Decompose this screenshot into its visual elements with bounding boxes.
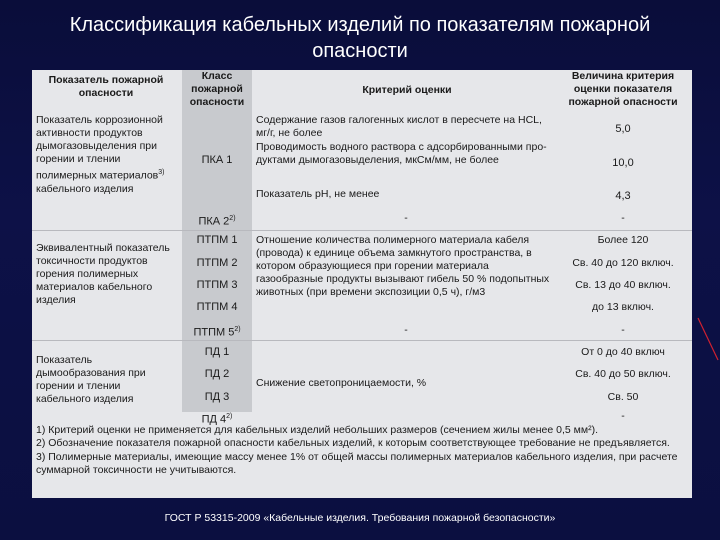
footnote-2: 2) Обозначение показателя пожарной опасности кабельных изделий, к которым соответствующее требование не предъявляется. bbox=[36, 437, 670, 450]
footnote-1: 1) Критерий оценки не применяется для кабельных изделий небольших размеров (сечением жилы менее 0,5 мм²). bbox=[36, 424, 599, 436]
header-value: Величина критерия оценки показателя пожарной опасности bbox=[568, 70, 678, 108]
page-title bbox=[40, 12, 680, 64]
class-ptpm1: ПТПМ 1 bbox=[196, 234, 238, 246]
class-pka2-footnote: 2) bbox=[229, 215, 236, 222]
group1-indicator-text: Показатель коррозионной активности продуктов дымогазовыделения при горении и тлении полимерных материалов bbox=[36, 114, 163, 182]
value-pd4-dash: - bbox=[621, 410, 625, 422]
criteria-ph: Показатель рН, не менее bbox=[256, 188, 380, 200]
class-pd4-text: ПД 4 bbox=[201, 413, 227, 426]
class-ptpm3: ПТПМ 3 bbox=[196, 279, 238, 291]
value-conductivity: 10,0 bbox=[612, 157, 634, 169]
value-ptpm5-dash: - bbox=[621, 324, 625, 336]
footnotes bbox=[36, 424, 688, 477]
value-pka2-dash: - bbox=[621, 212, 625, 224]
footnote-3: 3) Полимерные материалы, имеющие массу менее 1% от общей массы полимерных материалов кабельного изделия, при расчете суммарной токсичности не учитываются. bbox=[36, 450, 678, 476]
group1-indicator-tail: кабельного изделия bbox=[36, 182, 134, 195]
header-criteria: Критерий оценки bbox=[362, 84, 452, 96]
header-class: Класс пожарной опасности bbox=[189, 70, 245, 108]
class-pd3: ПД 3 bbox=[204, 391, 230, 403]
value-ptpm2: Св. 40 до 120 включ. bbox=[572, 257, 674, 269]
class-pd4-footnote: 2) bbox=[226, 413, 233, 420]
value-ptpm4: до 13 включ. bbox=[592, 301, 654, 313]
criteria-pka2-dash: - bbox=[404, 212, 408, 224]
class-ptpm5-text: ПТПМ 5 bbox=[193, 326, 235, 339]
criteria-smoke: Снижение светопроницаемости, % bbox=[256, 377, 427, 389]
class-pka2-text: ПКА 2 bbox=[198, 215, 230, 228]
criteria-toxicity: Отношение количества полимерного материала кабеля (провода) к единице объема замкнутого пространства, в котором образующиеся при горении материала газообразные продукты вызывают гибель 50 % подопытных животных (при времени экспозиции 0,5 ч), г/м3 bbox=[256, 234, 550, 298]
accent-line-decoration bbox=[696, 316, 720, 366]
class-pka2 bbox=[182, 212, 252, 229]
value-pd2: Св. 40 до 50 включ. bbox=[575, 368, 671, 380]
value-ph: 4,3 bbox=[615, 190, 631, 202]
value-halogen: 5,0 bbox=[615, 123, 631, 135]
title-line-2: опасности bbox=[312, 40, 408, 62]
group3-indicator: Показатель дымообразования при горении и тлении кабельного изделия bbox=[36, 354, 146, 405]
classification-table bbox=[32, 70, 692, 498]
value-ptpm1: Более 120 bbox=[597, 234, 649, 246]
class-ptpm5 bbox=[182, 323, 252, 340]
value-pd1: От 0 до 40 включ bbox=[581, 346, 665, 358]
value-ptpm3: Св. 13 до 40 включ. bbox=[575, 279, 671, 291]
group2-indicator: Эквивалентный показатель токсичности продуктов горения полимерных материалов кабельного изделия bbox=[36, 242, 170, 306]
value-pd3: Св. 50 bbox=[607, 391, 639, 403]
row-divider bbox=[32, 230, 692, 231]
class-ptpm4: ПТПМ 4 bbox=[196, 301, 238, 313]
class-pd2: ПД 2 bbox=[204, 368, 230, 380]
criteria-ptpm5-dash: - bbox=[404, 324, 408, 336]
class-ptpm2: ПТПМ 2 bbox=[196, 257, 238, 269]
criteria-conductivity: Проводимость водного раствора с адсорбированными про-дуктами дымогазовыделения, мкСм/мм, не более bbox=[256, 141, 547, 166]
criteria-halogen: Содержание газов галогенных кислот в пересчете на HCL, мг/г, не более bbox=[256, 114, 542, 139]
class-pka1: ПКА 1 bbox=[201, 154, 233, 166]
group1-indicator bbox=[36, 114, 178, 196]
class-ptpm5-footnote: 2) bbox=[234, 326, 241, 333]
source-citation: ГОСТ Р 53315-2009 «Кабельные изделия. Требования пожарной безопасности» bbox=[164, 512, 556, 524]
title-line-1: Классификация кабельных изделий по показателям пожарной bbox=[69, 14, 651, 36]
header-indicator: Показатель пожарной опасности bbox=[48, 74, 164, 99]
row-divider bbox=[32, 340, 692, 341]
class-pd1: ПД 1 bbox=[204, 346, 230, 358]
group1-indicator-footnote: 3) bbox=[158, 169, 165, 176]
